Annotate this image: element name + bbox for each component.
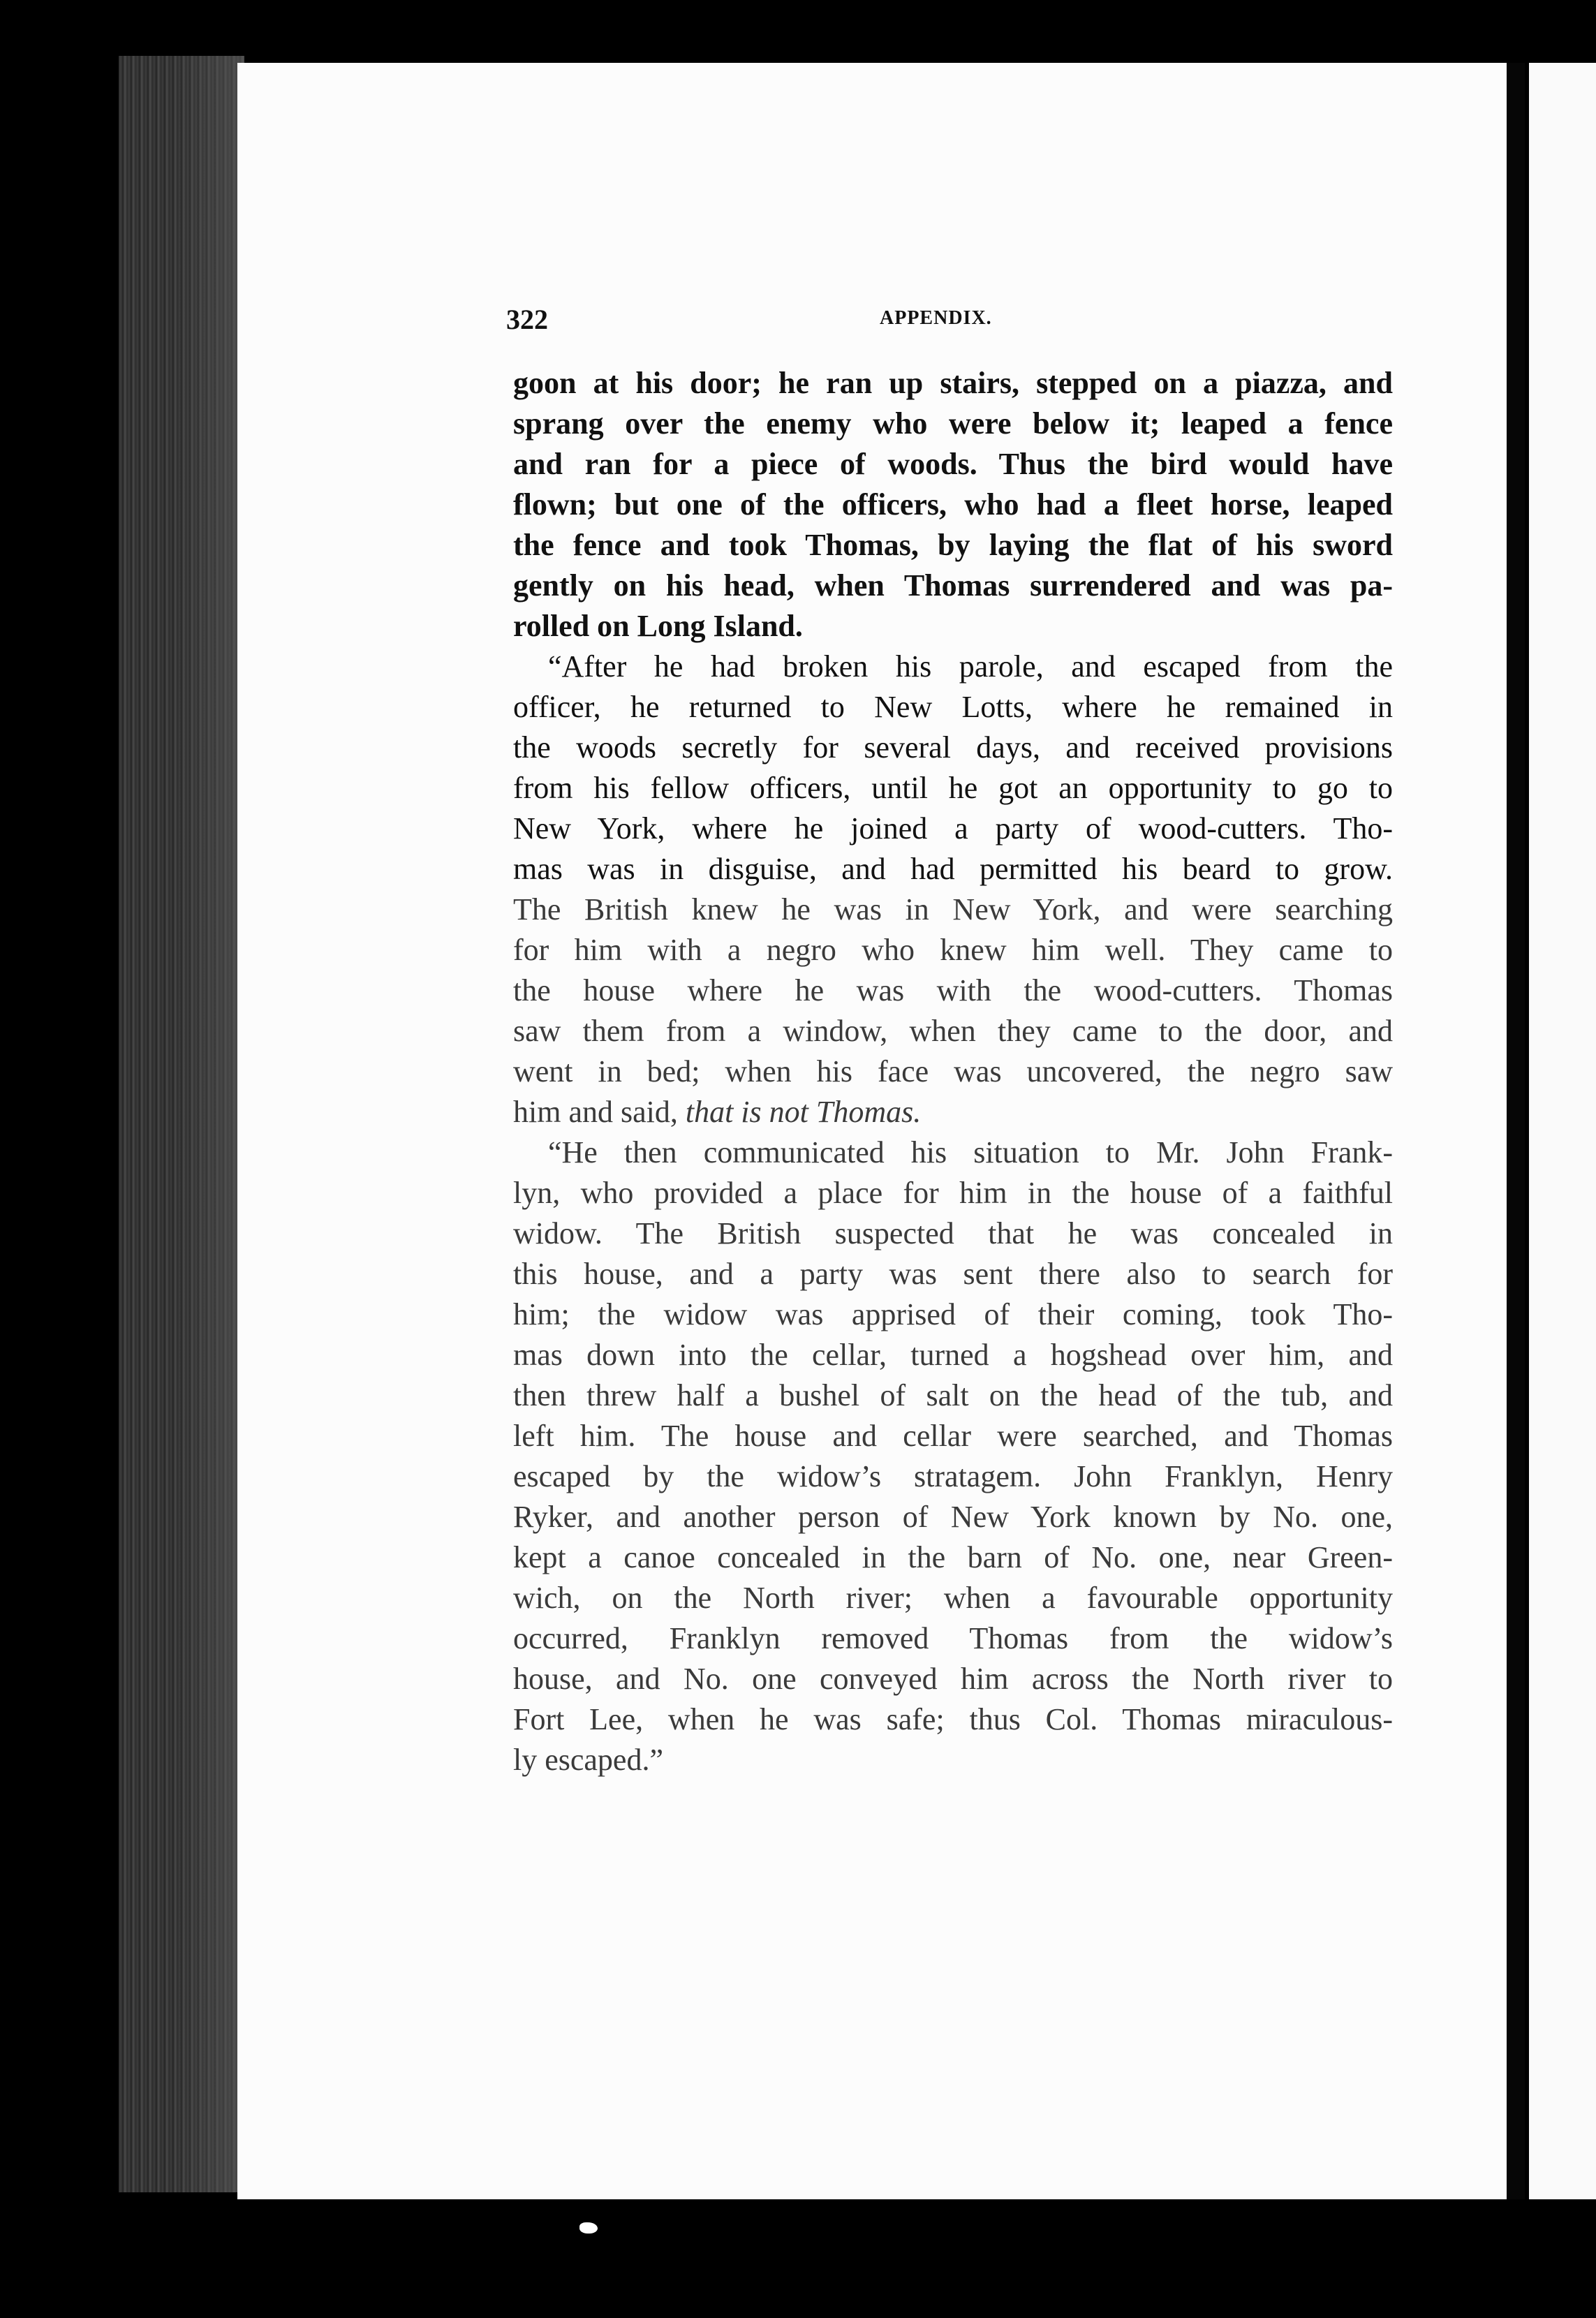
text-line: from his fellow officers, until he got an opportunity to go to	[513, 771, 1393, 805]
paragraph-1	[513, 363, 1393, 647]
page-number: 322	[506, 304, 548, 335]
text-line: goon at his door; he ran up stairs, stepped on a piazza, and	[513, 366, 1393, 400]
paragraph-2	[513, 647, 1393, 1132]
text-line: flown; but one of the officers, who had a fleet horse, leaped	[513, 487, 1393, 522]
text-line: wich, on the North river; when a favourable opportunity	[513, 1581, 1393, 1615]
text-line: rolled on Long Island.	[513, 609, 803, 643]
text-line: occurred, Franklyn removed Thomas from the widow’s	[513, 1621, 1393, 1655]
text-line: for him with a negro who knew him well. They came to	[513, 933, 1393, 967]
italic-text-segment: that is not Thomas.	[685, 1095, 922, 1129]
text-line: widow. The British suspected that he was concealed in	[513, 1216, 1393, 1250]
text-line: left him. The house and cellar were searched, and Thomas	[513, 1419, 1393, 1453]
text-line: saw them from a window, when they came to the door, and	[513, 1014, 1393, 1048]
text-line: sprang over the enemy who were below it; leaped a fence	[513, 406, 1393, 441]
scan-artifact-mark	[579, 2222, 598, 2234]
text-line: the house where he was with the wood-cutters. Thomas	[513, 973, 1393, 1007]
text-line: the woods secretly for several days, and received provisions	[513, 730, 1393, 765]
text-line: mas down into the cellar, turned a hogshead over him, and	[513, 1338, 1393, 1372]
body-text	[513, 363, 1393, 1780]
text-line: Fort Lee, when he was safe; thus Col. Thomas miraculous-	[513, 1702, 1393, 1736]
text-line: kept a canoe concealed in the barn of No. one, near Green-	[513, 1540, 1393, 1574]
text-line: The British knew he was in New York, and were searching	[513, 892, 1393, 927]
page-header	[506, 303, 1393, 345]
page-edge-shadow	[175, 56, 244, 2192]
text-line: “He then communicated his situation to Mr. John Frank-	[548, 1135, 1393, 1169]
text-segment: him and said,	[513, 1095, 686, 1129]
text-line: house, and No. one conveyed him across the North river to	[513, 1662, 1393, 1696]
paragraph-3	[513, 1132, 1393, 1780]
text-line: mas was in disguise, and had permitted his beard to grow.	[513, 852, 1393, 886]
text-line: lyn, who provided a place for him in the house of a faithful	[513, 1176, 1393, 1210]
text-line: went in bed; when his face was uncovered, the negro saw	[513, 1054, 1393, 1088]
gutter-strip	[1507, 63, 1525, 2199]
text-line: escaped by the widow’s stratagem. John Franklyn, Henry	[513, 1459, 1393, 1493]
text-line	[513, 1092, 1393, 1132]
text-line: “After he had broken his parole, and escaped from the	[548, 649, 1393, 684]
text-line: officer, he returned to New Lotts, where he remained in	[513, 690, 1393, 724]
text-line: then threw half a bushel of salt on the head of the tub, and	[513, 1378, 1393, 1412]
text-line: New York, where he joined a party of wood-cutters. Tho-	[513, 811, 1393, 846]
text-line: ly escaped.”	[513, 1743, 663, 1777]
text-line: him; the widow was apprised of their coming, took Tho-	[513, 1297, 1393, 1331]
text-line: Ryker, and another person of New York known by No. one,	[513, 1500, 1393, 1534]
text-line: and ran for a piece of woods. Thus the bird would have	[513, 447, 1393, 481]
text-line: this house, and a party was sent there also to search for	[513, 1257, 1393, 1291]
running-head: APPENDIX.	[880, 307, 992, 329]
facing-page-edge	[1529, 63, 1596, 2199]
text-line: gently on his head, when Thomas surrendered and was pa-	[513, 568, 1393, 603]
text-line: the fence and took Thomas, by laying the flat of his sword	[513, 528, 1393, 562]
